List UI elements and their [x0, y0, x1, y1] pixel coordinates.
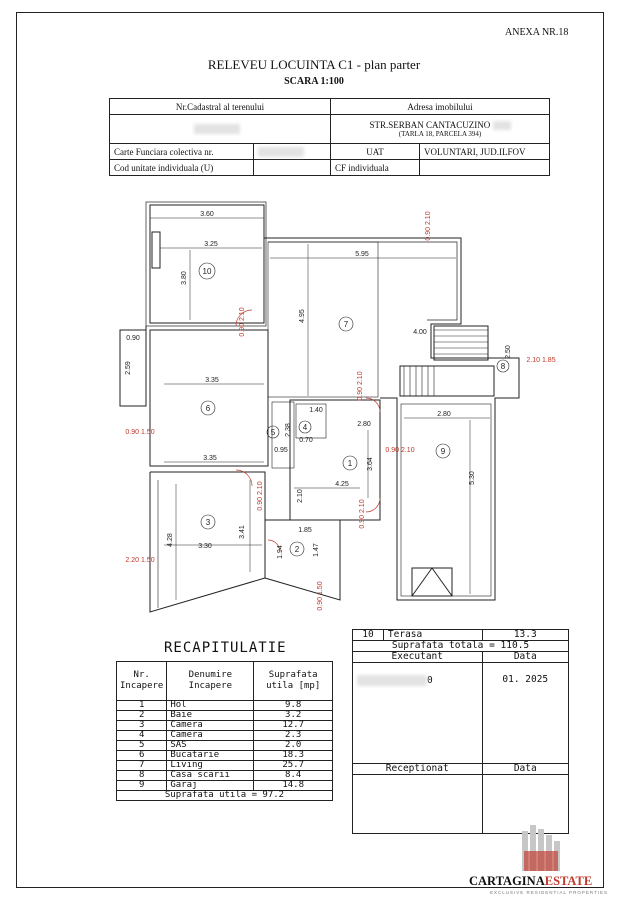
terrace-area: 13.3 — [482, 630, 568, 641]
stair-rect — [400, 366, 494, 396]
dim-3-25: 3.25 — [204, 241, 218, 248]
door-dim-room10: 0.90 2.10 — [239, 307, 246, 337]
outer-wall-east — [264, 238, 519, 600]
recap-area: 8.4 — [254, 771, 333, 781]
terrace-nr: 10 — [353, 630, 384, 641]
cartagina-logo-icon — [470, 825, 620, 875]
recap-nr: 4 — [117, 731, 167, 741]
cf-individual-label: CF individuala — [331, 160, 420, 176]
recap-nr: 3 — [117, 721, 167, 731]
dim-5-95: 5.95 — [355, 251, 369, 258]
room-9-walls — [401, 404, 491, 596]
room-10-outer-wall — [146, 202, 266, 326]
street-text: STR.SERBAN CANTACUZINO — [369, 119, 491, 130]
table-row — [117, 731, 333, 741]
dim-2-38: 2.38 — [285, 423, 292, 437]
recap-area: 9.8 — [254, 701, 333, 711]
dim-4-28: 4.28 — [167, 533, 174, 547]
room-number-5: 5 — [270, 428, 276, 437]
room-6-walls — [150, 330, 268, 466]
table-row — [117, 711, 333, 721]
window-dim-room3: 2.20 1.50 — [125, 557, 155, 564]
table-row — [117, 741, 333, 751]
table-row — [117, 761, 333, 771]
dim-2-80-a: 2.80 — [357, 421, 371, 428]
dim-1-40: 1.40 — [309, 407, 323, 414]
date-value: 01. 2025 — [482, 663, 568, 764]
date2-label: Data — [482, 764, 568, 775]
table-row — [117, 781, 333, 791]
dim-1-85: 1.85 — [298, 527, 312, 534]
room-number-2: 2 — [294, 545, 300, 554]
room-number-8: 8 — [500, 362, 506, 371]
dim-1-47: 1.47 — [313, 543, 320, 557]
recap-name: Baie — [167, 711, 254, 721]
dim-2-59: 2.59 — [125, 361, 132, 375]
dim-0-90-w: 0.90 — [126, 335, 140, 342]
recap-name: Camera — [167, 721, 254, 731]
recap-header-name: Denumire Incapere — [167, 662, 254, 701]
scale-label: SCARA 1:100 — [284, 76, 344, 87]
uat-label: UAT — [331, 144, 420, 160]
recap-nr: 7 — [117, 761, 167, 771]
table-row — [117, 721, 333, 731]
door-dim-garage: 0.90 2.10 — [385, 447, 415, 454]
recap-area: 2.3 — [254, 731, 333, 741]
recap-name: Bucatarie — [167, 751, 254, 761]
table-row — [117, 771, 333, 781]
recap-nr: 6 — [117, 751, 167, 761]
recap-total: Suprafata utila = 97.2 — [117, 791, 333, 801]
dim-3-35-b: 3.35 — [203, 455, 217, 462]
cf-label: Carte Funciara colectiva nr. — [110, 144, 254, 160]
dim-0-70: 0.70 — [299, 437, 313, 444]
garage-door — [412, 568, 452, 596]
room-number-7: 7 — [343, 320, 349, 329]
dim-4-00: 4.00 — [413, 329, 427, 336]
date-label: Data — [482, 652, 568, 663]
brand-tagline: EXCLUSIVE RESIDENTIAL PROPERTIES — [490, 890, 609, 895]
dim-3-80: 3.80 — [181, 271, 188, 285]
garage-door-mark-2 — [432, 568, 452, 596]
dim-1-94: 1.94 — [277, 545, 284, 559]
recap-nr: 1 — [117, 701, 167, 711]
tarla-text: (TARLA 18, PARCELA 394) — [398, 130, 482, 139]
executant-suffix: 0 — [427, 675, 433, 686]
window-dim-north: 0.90 2.10 — [425, 211, 432, 241]
annex-number: ANEXA NR.18 — [505, 27, 569, 38]
recap-nr: 2 — [117, 711, 167, 721]
garage-door-mark — [412, 568, 432, 596]
door-dim-room3: 0.90 2.10 — [257, 481, 264, 511]
dim-2-80-b: 2.80 — [437, 411, 451, 418]
recap-table — [116, 661, 333, 801]
window-dim-kitchen: 0.90 1.50 — [125, 429, 155, 436]
recap-area: 14.8 — [254, 781, 333, 791]
dim-0-95: 0.95 — [274, 447, 288, 454]
executant-label: Executant — [353, 652, 483, 663]
recap-name: SAS — [167, 741, 254, 751]
dim-3-64: 3.64 — [367, 457, 374, 471]
executant-value — [353, 663, 483, 764]
uat-value: VOLUNTARI, JUD.ILFOV — [420, 144, 550, 160]
brand-name-red: ESTATE — [544, 874, 593, 888]
room-number-9: 9 — [440, 447, 446, 456]
dim-2-50: 2.50 — [505, 345, 512, 359]
document-title: RELEVEU LOCUINTA C1 - plan parter — [207, 57, 421, 72]
room-number-4: 4 — [302, 423, 308, 432]
dim-3-35-a: 3.35 — [205, 377, 219, 384]
door-dim-living: 0.90 2.10 — [357, 371, 364, 401]
stair-steps — [404, 330, 488, 396]
recap-name: Living — [167, 761, 254, 771]
recap-header-nr: Nr. Incapere — [117, 662, 167, 701]
table-row — [117, 751, 333, 761]
dim-4-25: 4.25 — [335, 481, 349, 488]
recap-area: 18.3 — [254, 751, 333, 761]
recap-title: RECAPITULATIE — [164, 640, 287, 656]
recap-nr: 5 — [117, 741, 167, 751]
room-number-10: 10 — [202, 267, 212, 276]
room-10-walls — [150, 205, 264, 323]
recap-name: Hol — [167, 701, 254, 711]
window-dim-stair: 2.10 1.85 — [526, 357, 556, 364]
recap-name: Camera — [167, 731, 254, 741]
recap-area: 3.2 — [254, 711, 333, 721]
cadastral-label: Nr.Cadastral al terenului — [110, 99, 331, 115]
recap-area: 12.7 — [254, 721, 333, 731]
recap-nr: 9 — [117, 781, 167, 791]
address-label: Adresa imobilului — [331, 99, 550, 115]
recap-area: 2.0 — [254, 741, 333, 751]
dim-5-30: 5.30 — [469, 471, 476, 485]
table-row — [117, 701, 333, 711]
receptionat-value — [353, 775, 483, 834]
window-dim-bath: 0.90 1.50 — [317, 581, 324, 611]
stair-upper — [434, 326, 488, 360]
unit-label: Cod unitate individuala (U) — [110, 160, 254, 176]
summary-table — [352, 629, 569, 834]
dim-4-95: 4.95 — [299, 309, 306, 323]
recap-nr: 8 — [117, 771, 167, 781]
total-area: Suprafata totala = 110.5 — [353, 641, 569, 652]
dim-3-30: 3.30 — [198, 543, 212, 550]
room-number-1: 1 — [347, 459, 353, 468]
brand-name — [469, 874, 592, 889]
recap-name: Garaj — [167, 781, 254, 791]
door-dim-entry: 0.90 2.10 — [359, 499, 366, 529]
recap-area: 25.7 — [254, 761, 333, 771]
counter — [152, 232, 160, 268]
receptionat-label: Receptionat — [353, 764, 483, 775]
brand-name-black: CARTAGINA — [469, 874, 545, 888]
recap-name: Casa scarii — [167, 771, 254, 781]
room-number-3: 3 — [205, 518, 211, 527]
dim-3-41: 3.41 — [239, 525, 246, 539]
room-number-6: 6 — [205, 404, 211, 413]
dim-3-60: 3.60 — [200, 211, 214, 218]
terrace-label: Terasa — [383, 630, 482, 641]
dim-2-10: 2.10 — [297, 489, 304, 503]
recap-header-area: Suprafata utila [mp] — [254, 662, 333, 701]
